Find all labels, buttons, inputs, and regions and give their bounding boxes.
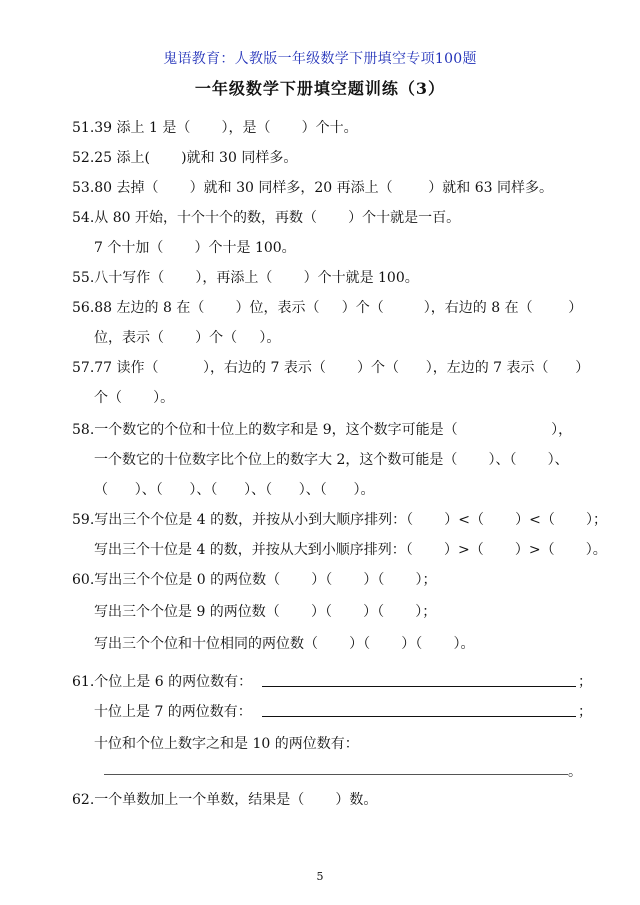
answer-line-61c[interactable] (104, 774, 568, 775)
question-52: 52.25 添上( )就和 30 同样多。 (72, 150, 298, 166)
question-57: 57.77 读作（ ），右边的 7 表示（ ）个（ ），左边的 7 表示（ ） (72, 360, 590, 376)
question-56: 56.88 左边的 8 在（ ）位，表示（ ）个（ ），右边的 8 在（ ） (72, 300, 583, 316)
question-55: 55.八十写作（ ），再添上（ ）个十就是 100。 (72, 270, 419, 286)
punct-semicolon: ； (578, 704, 592, 720)
answer-line-61b[interactable] (262, 716, 576, 717)
page-title: 一年级数学下册填空题训练（3） (194, 79, 446, 98)
question-59-cont: 写出三个十位是 4 的数，并按从大到小顺序排列：（ ）>（ ）>（ ）。 (94, 542, 607, 558)
question-57-cont: 个（ ）。 (94, 390, 175, 406)
question-61: 61.个位上是 6 的两位数有： (72, 674, 253, 690)
answer-line-61a[interactable] (262, 686, 576, 687)
question-58-cont: 一个数它的十位数字比个位上的数字大 2，这个数可能是（ ）、（ ）、 (94, 452, 569, 468)
question-60-cont-2: 写出三个个位和十位相同的两位数（ ）（ ）（ ）。 (94, 636, 475, 652)
question-54: 54.从 80 开始，十个十个的数，再数（ ）个十就是一百。 (72, 210, 461, 226)
question-59: 59.写出三个个位是 4 的数，并按从小到大顺序排列：（ ）<（ ）<（ ）； (72, 512, 607, 528)
punct-semicolon: ； (578, 674, 592, 690)
question-53: 53.80 去掉（ ）就和 30 同样多，20 再添上（ ）就和 63 同样多。 (72, 180, 553, 196)
question-60-cont: 写出三个个位是 9 的两位数（ ）（ ）（ ）； (94, 604, 437, 620)
page-number: 5 (316, 870, 324, 883)
question-61-cont-2: 十位和个位上数字之和是 10 的两位数有： (94, 736, 359, 752)
question-54-cont: 7 个十加（ ）个十是 100。 (94, 240, 296, 256)
question-62: 62.一个单数加上一个单数，结果是（ ）数。 (72, 792, 378, 808)
question-58-cont-2: （ ）、（ ）、（ ）、（ ）、（ ）。 (94, 482, 375, 498)
question-56-cont: 位，表示（ ）个（ ）。 (94, 330, 281, 346)
question-61-cont: 十位上是 7 的两位数有： (94, 704, 252, 720)
header-banner: 鬼语教育：人教版一年级数学下册填空专项100题 (163, 51, 477, 67)
question-60: 60.写出三个个位是 0 的两位数（ ）（ ）（ ）； (72, 572, 437, 588)
question-58: 58.一个数它的个位和十位上的数字和是 9，这个数字可能是（ ）， (72, 422, 573, 438)
punct-period: 。 (568, 764, 582, 780)
question-51: 51.39 添上 1 是（ ），是（ ）个十。 (72, 120, 358, 136)
